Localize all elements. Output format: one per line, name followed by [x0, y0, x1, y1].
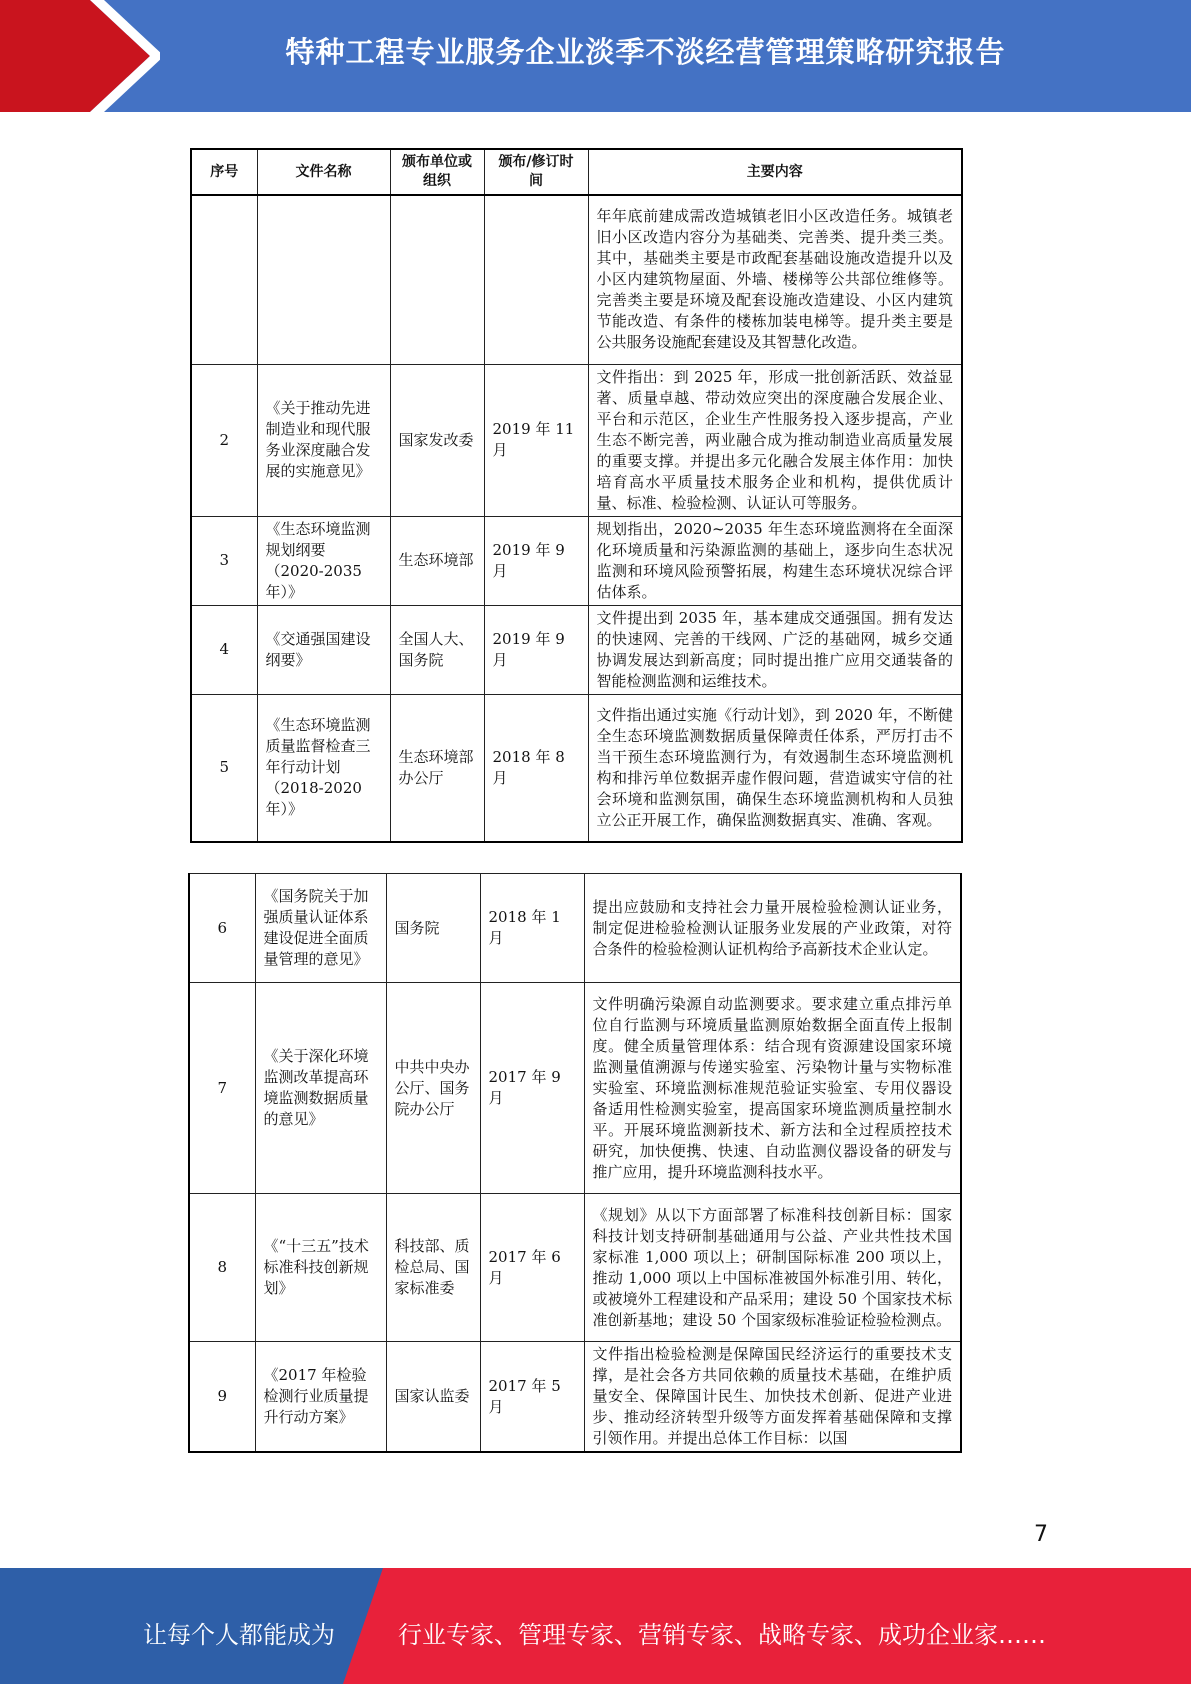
- cell-content: 文件指出通过实施《行动计划》，到 2020 年，不断健全生态环境监测数据质量保障责任体系，严厉打击不当干预生态环境监测行为，有效遏制生态环境监测机构和排污单位数据弄虚作假问题，营造诚实守信的社会环境和监测氛围，确保生态环境监测机构和人员独立公正开展工作，确保监测数据真实、准确、客观。: [588, 694, 962, 842]
- footer-slogan-left: 让每个人都能成为: [143, 1621, 335, 1649]
- table-header-row: [191, 149, 962, 195]
- cell-no: 7: [189, 983, 255, 1194]
- cell-name: 《生态环境监测质量监督检查三年行动计划（2018-2020 年）》: [257, 694, 390, 842]
- cell-content: 年年底前建成需改造城镇老旧小区改造任务。城镇老旧小区改造内容分为基础类、完善类、提升类三类。其中，基础类主要是市政配套基础设施改造提升以及小区内建筑物屋面、外墙、楼梯等公共部位维修等。完善类主要是环境及配套设施改造建设、小区内建筑节能改造、有条件的楼栋加装电梯等。提升类主要是公共服务设施配套建设及其智慧化改造。: [588, 195, 962, 364]
- cell-content: 规划指出，2020~2035 年生态环境监测将在全面深化环境质量和污染源监测的基础上，逐步向生态状况监测和环境风险预警拓展，构建生态环境状况综合评估体系。: [588, 516, 962, 605]
- cell-name: 《生态环境监测规划纲要（2020-2035 年）》: [257, 516, 390, 605]
- col-header-name: 文件名称: [257, 149, 390, 195]
- cell-content: 文件明确污染源自动监测要求。要求建立重点排污单位自行监测与环境质量监测原始数据全面直传上报制度。健全质量管理体系：结合现有资源建设国家环境监测量值溯源与传递实验室、污染物计量与实物标准实验室、环境监测标准规范验证实验室、专用仪器设备适用性检测实验室，提高国家环境监测质量控制水平。开展环境监测新技术、新方法和全过程质控技术研究，加快便携、快速、自动监测仪器设备的研发与推广应用，提升环境监测科技水平。: [584, 983, 961, 1194]
- table-row: [191, 516, 962, 605]
- cell-date: 2018 年 1 月: [480, 874, 584, 983]
- cell-date: 2017 年 6 月: [480, 1194, 584, 1342]
- col-header-content: 主要内容: [588, 149, 962, 195]
- table-row: [191, 364, 962, 516]
- cell-no: 8: [189, 1194, 255, 1342]
- table-row: [189, 983, 961, 1194]
- cell-org: 国家发改委: [390, 364, 484, 516]
- cell-content: 《规划》从以下方面部署了标准科技创新目标：国家科技计划支持研制基础通用与公益、产业共性技术国家标准 1,000 项以上；研制国际标准 200 项以上，推动 1,000 项以上中国标准被国外标准引用、转化，或被境外工程建设和产品采用；建设 50 个国家技术标准创新基地；建设 50 个国家级标准验证检验检测点。: [584, 1194, 961, 1342]
- table-row: [189, 1342, 961, 1453]
- cell-name: 《关于深化环境监测改革提高环境监测数据质量的意见》: [255, 983, 386, 1194]
- cell-date: 2017 年 9 月: [480, 983, 584, 1194]
- cell-name: 《2017 年检验检测行业质量提升行动方案》: [255, 1342, 386, 1453]
- page-number: 7: [1034, 1522, 1048, 1547]
- cell-no: 6: [189, 874, 255, 983]
- cell-org: 国家认监委: [386, 1342, 480, 1453]
- cell-org: 国务院: [386, 874, 480, 983]
- cell-org: 生态环境部办公厅: [390, 694, 484, 842]
- cell-no: 9: [189, 1342, 255, 1453]
- cell-name: 《交通强国建设纲要》: [257, 605, 390, 694]
- cell-no: 2: [191, 364, 257, 516]
- table-row: [189, 1194, 961, 1342]
- cell-name: 《关于推动先进制造业和现代服务业深度融合发展的实施意见》: [257, 364, 390, 516]
- cell-content: 文件提出到 2035 年，基本建成交通强国。拥有发达的快速网、完善的干线网、广泛的基础网，城乡交通协调发展达到新高度；同时提出推广应用交通装备的智能检测监测和运维技术。: [588, 605, 962, 694]
- cell-org: 全国人大、国务院: [390, 605, 484, 694]
- cell-content: 文件指出：到 2025 年，形成一批创新活跃、效益显著、质量卓越、带动效应突出的深度融合发展企业、平台和示范区，企业生产性服务投入逐步提高，产业生态不断完善，两业融合成为推动制造业高质量发展的重要支撑。并提出多元化融合发展主体作用：加快培育高水平质量技术服务企业和机构，提供优质计量、标准、检验检测、认证认可等服务。: [588, 364, 962, 516]
- cell-date: [484, 195, 588, 364]
- cell-org: 生态环境部: [390, 516, 484, 605]
- page-header: [0, 0, 1191, 112]
- cell-org: [390, 195, 484, 364]
- table-row: [191, 605, 962, 694]
- cell-date: 2017 年 5 月: [480, 1342, 584, 1453]
- cell-date: 2018 年 8 月: [484, 694, 588, 842]
- cell-no: 3: [191, 516, 257, 605]
- col-header-no: 序号: [191, 149, 257, 195]
- cell-no: 4: [191, 605, 257, 694]
- cell-no: [191, 195, 257, 364]
- page-footer: [0, 1568, 1191, 1684]
- cell-content: 提出应鼓励和支持社会力量开展检验检测认证业务，制定促进检验检测认证服务业发展的产业政策，对符合条件的检验检测认证机构给予高新技术企业认定。: [584, 874, 961, 983]
- cell-date: 2019 年 11 月: [484, 364, 588, 516]
- table-row: [191, 694, 962, 842]
- table-row: [191, 195, 962, 364]
- footer-slogan-right: 行业专家、管理专家、营销专家、战略专家、成功企业家……: [398, 1621, 1046, 1649]
- policy-table-top: [190, 148, 963, 843]
- cell-content: 文件指出检验检测是保障国民经济运行的重要技术支撑，是社会各方共同依赖的质量技术基础，在维护质量安全、保障国计民生、加快技术创新、促进产业进步、推动经济转型升级等方面发挥着基础保障和支撑引领作用。并提出总体工作目标：以国: [584, 1342, 961, 1453]
- policy-table-bottom: [188, 873, 962, 1453]
- cell-org: 中共中央办公厅、国务院办公厅: [386, 983, 480, 1194]
- cell-date: 2019 年 9 月: [484, 605, 588, 694]
- cell-name: 《国务院关于加强质量认证体系建设促进全面质量管理的意见》: [255, 874, 386, 983]
- col-header-org: 颁布单位或组织: [390, 149, 484, 195]
- table-row: [189, 874, 961, 983]
- cell-org: 科技部、质检总局、国家标准委: [386, 1194, 480, 1342]
- cell-no: 5: [191, 694, 257, 842]
- report-title: 特种工程专业服务企业淡季不淡经营管理策略研究报告: [285, 35, 1006, 69]
- cell-date: 2019 年 9 月: [484, 516, 588, 605]
- header-red-chevron-icon: [0, 0, 160, 112]
- col-header-date: 颁布/修订时间: [484, 149, 588, 195]
- cell-name: 《“十三五”技术标准科技创新规划》: [255, 1194, 386, 1342]
- cell-name: [257, 195, 390, 364]
